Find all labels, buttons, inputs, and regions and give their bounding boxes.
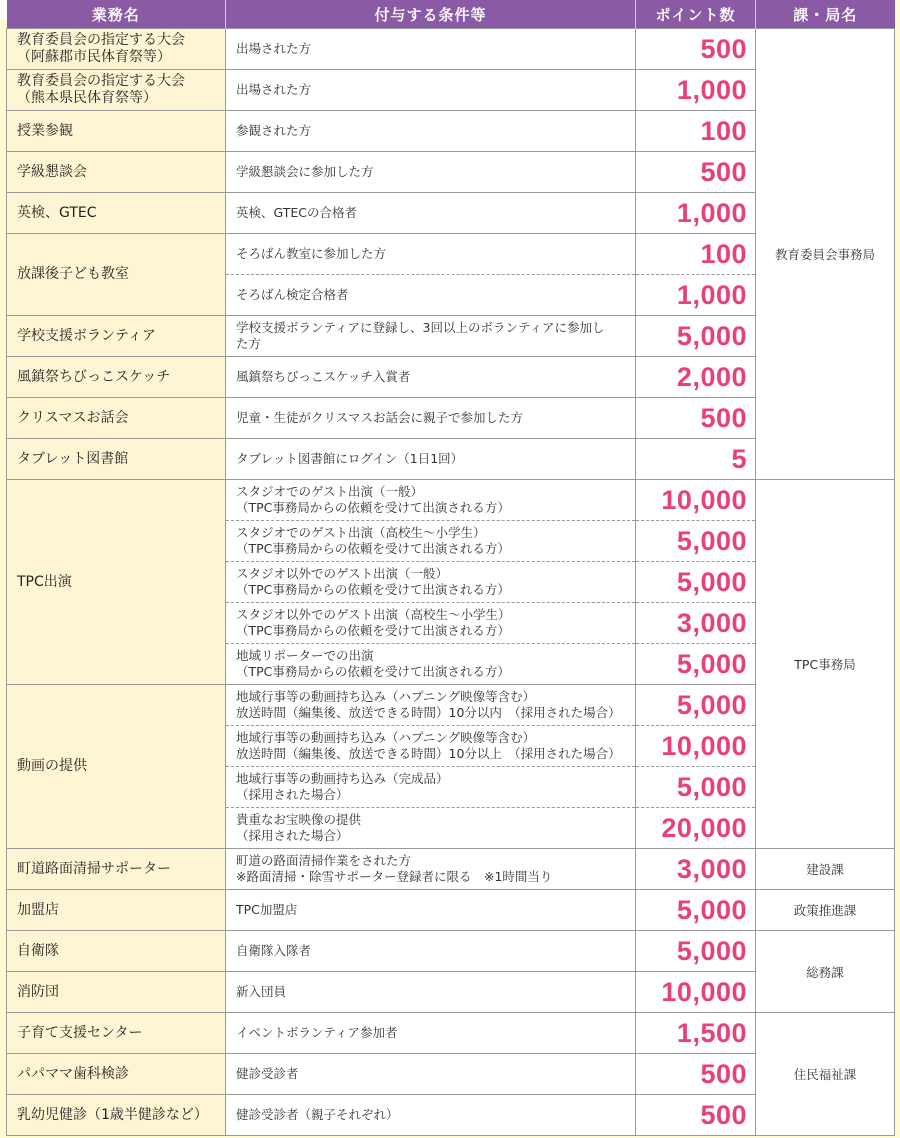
task-name-line: 学校支援ボランティア [17, 327, 156, 344]
condition-line: スタジオ以外でのゲスト出演（高校生～小学生） [236, 607, 511, 622]
condition-line: 出場された方 [236, 82, 312, 97]
task-name-line: 学級懇談会 [17, 163, 87, 180]
condition-line: 英検、GTECの合格者 [236, 205, 358, 220]
condition-cell [226, 603, 636, 644]
task-name-line: パパママ歯科検診 [17, 1065, 129, 1082]
task-name-line: （熊本県民体育祭等） [17, 90, 157, 106]
condition-cell [226, 357, 636, 398]
condition-line: 放送時間（編集後、放送できる時間）10分以内 （採用された場合） [236, 705, 621, 720]
table-row [7, 931, 895, 972]
task-name-line: 自衛隊 [17, 942, 59, 959]
points-value: 1,500 [636, 1013, 756, 1054]
points-value: 5,000 [636, 316, 756, 357]
points-value: 1,000 [636, 275, 756, 316]
condition-cell [226, 193, 636, 234]
points-value: 1,000 [636, 70, 756, 111]
task-name-line: 教育委員会の指定する大会 [17, 32, 185, 48]
table-row [7, 29, 895, 70]
task-name-cell [7, 931, 226, 972]
task-name-cell [7, 1095, 226, 1136]
points-value: 5,000 [636, 644, 756, 685]
task-name-cell [7, 480, 226, 685]
points-value: 2,000 [636, 357, 756, 398]
points-value: 500 [636, 152, 756, 193]
condition-line: （TPC事務局からの依頼を受けて出演される方） [236, 623, 510, 638]
condition-cell [226, 562, 636, 603]
task-name-cell [7, 972, 226, 1013]
points-table [6, 0, 895, 1136]
header-task-name: 業務名 [7, 0, 226, 29]
points-value: 500 [636, 1054, 756, 1095]
condition-cell [226, 1013, 636, 1054]
task-name-cell [7, 439, 226, 480]
task-name-cell [7, 890, 226, 931]
condition-line: 学校支援ボランティアに登録し、3回以上のボランティアに参加し [236, 320, 605, 335]
task-name-line: 放課後子ども教室 [17, 266, 129, 282]
department-cell: TPC事務局 [756, 480, 895, 849]
condition-line: 自衛隊入隊者 [236, 943, 312, 958]
condition-line: スタジオでのゲスト出演（高校生～小学生） [236, 525, 486, 540]
condition-line: イベントボランティア参加者 [236, 1025, 398, 1040]
condition-line: 学級懇談会に参加した方 [236, 164, 374, 179]
points-value: 5,000 [636, 931, 756, 972]
condition-cell [226, 890, 636, 931]
condition-cell [226, 1054, 636, 1095]
task-name-cell [7, 398, 226, 439]
condition-cell [226, 644, 636, 685]
task-name-cell [7, 193, 226, 234]
condition-line: （TPC事務局からの依頼を受けて出演される方） [236, 582, 510, 597]
points-value: 100 [636, 234, 756, 275]
condition-line: 地域行事等の動画持ち込み（ハプニング映像等含む） [236, 689, 536, 704]
points-value: 100 [636, 111, 756, 152]
task-name-line: 町道路面清掃サポーター [17, 860, 171, 877]
condition-cell [226, 849, 636, 890]
department-cell: 総務課 [756, 931, 895, 1013]
points-value: 5,000 [636, 890, 756, 931]
task-name-cell [7, 849, 226, 890]
condition-line: ※路面清掃・除雪サポーター登録者に限る ※1時間当り [236, 869, 553, 884]
points-value: 500 [636, 29, 756, 70]
task-name-cell [7, 70, 226, 111]
condition-line: 放送時間（編集後、放送できる時間）10分以上 （採用された場合） [236, 746, 621, 761]
condition-cell [226, 931, 636, 972]
condition-cell [226, 767, 636, 808]
header-department: 課・局名 [756, 0, 895, 29]
points-value: 10,000 [636, 726, 756, 767]
condition-line: 地域リポーターでの出演 [236, 648, 374, 663]
condition-cell [226, 70, 636, 111]
points-value: 500 [636, 1095, 756, 1136]
condition-line: 町道の路面清掃作業をされた方 [236, 853, 412, 868]
condition-line: 出場された方 [236, 41, 312, 56]
condition-cell [226, 808, 636, 849]
condition-cell [226, 234, 636, 275]
condition-cell [226, 275, 636, 316]
task-name-line: 授業参観 [17, 122, 73, 139]
task-name-line: （阿蘇郡市民体育祭等） [17, 49, 171, 65]
department-cell: 政策推進課 [756, 890, 895, 931]
table-row [7, 890, 895, 931]
header-points: ポイント数 [636, 0, 756, 29]
condition-cell [226, 439, 636, 480]
task-name-cell [7, 316, 226, 357]
condition-line: 健診受診者（親子それぞれ） [236, 1107, 399, 1122]
condition-line: 新入団員 [236, 984, 287, 999]
points-value: 5,000 [636, 562, 756, 603]
condition-line: た方 [236, 336, 262, 351]
condition-line: 健診受診者 [236, 1066, 299, 1081]
task-name-cell [7, 685, 226, 849]
points-value: 500 [636, 398, 756, 439]
task-name-cell [7, 1054, 226, 1095]
condition-line: （TPC事務局からの依頼を受けて出演される方） [236, 541, 510, 556]
points-value: 5 [636, 439, 756, 480]
points-value: 20,000 [636, 808, 756, 849]
table-row [7, 480, 895, 521]
header-row [7, 0, 895, 29]
points-value: 5,000 [636, 521, 756, 562]
task-name-cell [7, 357, 226, 398]
condition-line: スタジオでのゲスト出演（一般） [236, 484, 424, 499]
condition-cell [226, 398, 636, 439]
condition-line: 貴重なお宝映像の提供 [236, 812, 362, 827]
condition-cell [226, 111, 636, 152]
condition-line: 児童・生徒がクリスマスお話会に親子で参加した方 [236, 410, 524, 425]
condition-line: （採用された場合） [236, 828, 349, 843]
points-value: 3,000 [636, 849, 756, 890]
task-name-line: 英検、GTEC [17, 204, 97, 221]
task-name-cell [7, 29, 226, 70]
table-body [7, 29, 895, 1136]
condition-line: （採用された場合） [236, 787, 349, 802]
task-name-line: 消防団 [17, 983, 59, 1000]
condition-cell [226, 972, 636, 1013]
condition-cell [226, 29, 636, 70]
condition-cell [226, 521, 636, 562]
condition-line: TPC加盟店 [236, 902, 298, 917]
task-name-line: 動画の提供 [17, 758, 87, 774]
department-cell: 教育委員会事務局 [756, 29, 895, 480]
department-cell: 建設課 [756, 849, 895, 890]
points-value: 1,000 [636, 193, 756, 234]
condition-line: 地域行事等の動画持ち込み（完成品） [236, 771, 449, 786]
condition-cell [226, 1095, 636, 1136]
condition-line: スタジオ以外でのゲスト出演（一般） [236, 566, 449, 581]
points-value: 3,000 [636, 603, 756, 644]
task-name-cell [7, 152, 226, 193]
task-name-cell [7, 234, 226, 316]
condition-line: （TPC事務局からの依頼を受けて出演される方） [236, 664, 510, 679]
condition-line: タブレット図書館にログイン（1日1回） [236, 451, 464, 466]
condition-line: 風鎮祭ちびっこスケッチ入賞者 [236, 369, 411, 384]
department-cell: 住民福祉課 [756, 1013, 895, 1136]
task-name-line: 風鎮祭ちびっこスケッチ [17, 368, 171, 385]
condition-line: 地域行事等の動画持ち込み（ハプニング映像等含む） [236, 730, 536, 745]
condition-line: 参観された方 [236, 123, 312, 138]
task-name-line: TPC出演 [17, 573, 72, 590]
condition-cell [226, 480, 636, 521]
points-value: 5,000 [636, 685, 756, 726]
condition-cell [226, 316, 636, 357]
task-name-line: タブレット図書館 [17, 450, 129, 467]
condition-cell [226, 152, 636, 193]
points-value: 10,000 [636, 972, 756, 1013]
task-name-line: 乳幼児健診（1歳半健診など） [17, 1106, 208, 1123]
table-row [7, 849, 895, 890]
points-value: 5,000 [636, 767, 756, 808]
task-name-line: 加盟店 [17, 901, 59, 918]
task-name-cell [7, 111, 226, 152]
condition-cell [226, 726, 636, 767]
header-conditions: 付与する条件等 [226, 0, 636, 29]
condition-line: そろばん検定合格者 [236, 287, 349, 302]
condition-line: （TPC事務局からの依頼を受けて出演される方） [236, 500, 510, 515]
points-value: 10,000 [636, 480, 756, 521]
task-name-line: 子育て支援センター [17, 1024, 143, 1041]
task-name-line: 教育委員会の指定する大会 [17, 73, 185, 89]
task-name-line: クリスマスお話会 [17, 409, 129, 426]
task-name-cell [7, 1013, 226, 1054]
condition-line: そろばん教室に参加した方 [236, 246, 387, 261]
table-row [7, 1013, 895, 1054]
condition-cell [226, 685, 636, 726]
